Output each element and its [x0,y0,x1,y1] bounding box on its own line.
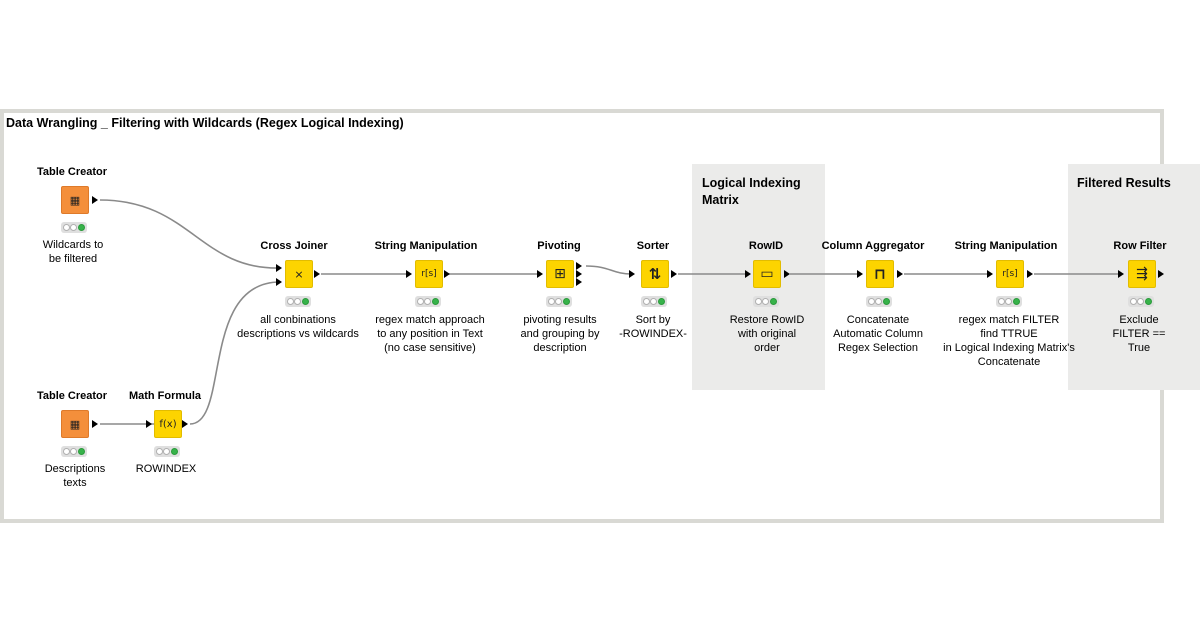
table-creator-icon: ▦ [69,417,81,431]
node-name-row-filter: Row Filter [1113,240,1167,252]
annotation-logical-indexing-title: Logical Indexing Matrix [702,176,801,207]
node-label-pivoting[interactable]: pivoting results and grouping by description [520,314,600,354]
port-arrow [784,270,790,278]
node-label-column-aggregator[interactable]: Concatenate Automatic Column Regex Selection [833,314,923,354]
port-arrow [671,270,677,278]
status-light [415,296,441,307]
wire-mathformula-crossjoiner [190,282,280,424]
status-light [546,296,572,307]
math-formula-icon: f(x) [159,418,177,430]
port-arrow [987,270,993,278]
row-filter-icon: ⇶ [1136,266,1148,282]
port-arrow [576,278,582,286]
status-light [753,296,779,307]
port-arrow [276,278,282,286]
workflow-title: Data Wrangling _ Filtering with Wildcards (Regex Logical Indexing) [6,116,404,130]
status-light [61,222,87,233]
string-manipulation-icon: r[s] [421,269,437,279]
status-light [61,446,87,457]
port-arrow [276,264,282,272]
node-column-aggregator[interactable] [866,260,894,288]
port-arrow [629,270,635,278]
node-string-manipulation-1[interactable] [415,260,443,288]
table-creator-icon: ▦ [69,193,81,207]
node-label-string-manipulation-1[interactable]: regex match approach to any position in Text (no case sensitive) [375,314,485,354]
node-name-column-aggregator: Column Aggregator [821,240,925,252]
string-manipulation-icon: r[s] [1002,269,1018,279]
node-label-table-creator-2[interactable]: Descriptions texts [44,463,106,489]
node-name-string-manipulation-2: String Manipulation [954,240,1058,252]
column-aggregator-icon: ⊓ [874,265,886,283]
wire-tablecreator1-crossjoiner [100,200,280,268]
port-arrow [444,270,450,278]
node-table-creator-2[interactable] [61,410,89,438]
port-arrow [1118,270,1124,278]
node-name-math-formula: Math Formula [128,390,202,402]
port-arrow [576,270,582,278]
port-arrow [537,270,543,278]
node-name-string-manipulation-1: String Manipulation [374,240,478,252]
port-arrow [1027,270,1033,278]
node-math-formula[interactable] [154,410,182,438]
status-light [154,446,180,457]
node-name-table-creator-1: Table Creator [36,166,108,178]
node-cross-joiner[interactable] [285,260,313,288]
annotation-filtered-results-title: Filtered Results [1077,176,1171,190]
node-name-rowid: RowID [748,240,784,252]
status-light [866,296,892,307]
port-arrow [92,420,98,428]
port-arrow [314,270,320,278]
sorter-icon: ⇅ [648,265,662,283]
node-pivoting[interactable] [546,260,574,288]
port-arrow [146,420,152,428]
node-rowid[interactable] [753,260,781,288]
port-arrow [857,270,863,278]
node-name-table-creator-2: Table Creator [36,390,108,402]
node-label-sorter[interactable]: Sort by -ROWINDEX- [619,314,687,340]
node-string-manipulation-2[interactable] [996,260,1024,288]
node-row-filter[interactable] [1128,260,1156,288]
rowid-icon: ▭ [760,266,774,282]
port-arrow [1158,270,1164,278]
pivoting-icon: ⊞ [554,266,566,282]
port-arrow [576,262,582,270]
wire-pivoting-sorter [586,266,632,274]
node-name-cross-joiner: Cross Joiner [260,240,328,252]
port-arrow [92,196,98,204]
status-light [285,296,311,307]
status-light [996,296,1022,307]
node-sorter[interactable] [641,260,669,288]
status-light [1128,296,1154,307]
cross-joiner-icon: ⨯ [294,267,304,281]
node-name-sorter: Sorter [636,240,670,252]
status-light [641,296,667,307]
node-label-table-creator-1[interactable]: Wildcards to be filtered [42,239,104,265]
port-arrow [897,270,903,278]
node-label-cross-joiner[interactable]: all conbinations descriptions vs wildcards [237,314,359,340]
port-arrow [406,270,412,278]
port-arrow [745,270,751,278]
node-label-rowid[interactable]: Restore RowID with original order [729,314,805,354]
node-label-string-manipulation-2[interactable]: regex match FILTER find TTRUE in Logical Indexing Matrix's Concatenate [943,314,1075,368]
node-label-math-formula[interactable]: ROWINDEX [135,463,197,475]
port-arrow [182,420,188,428]
node-table-creator-1[interactable] [61,186,89,214]
node-label-row-filter[interactable]: Exclude FILTER == True [1112,314,1166,354]
node-name-pivoting: Pivoting [537,240,581,252]
